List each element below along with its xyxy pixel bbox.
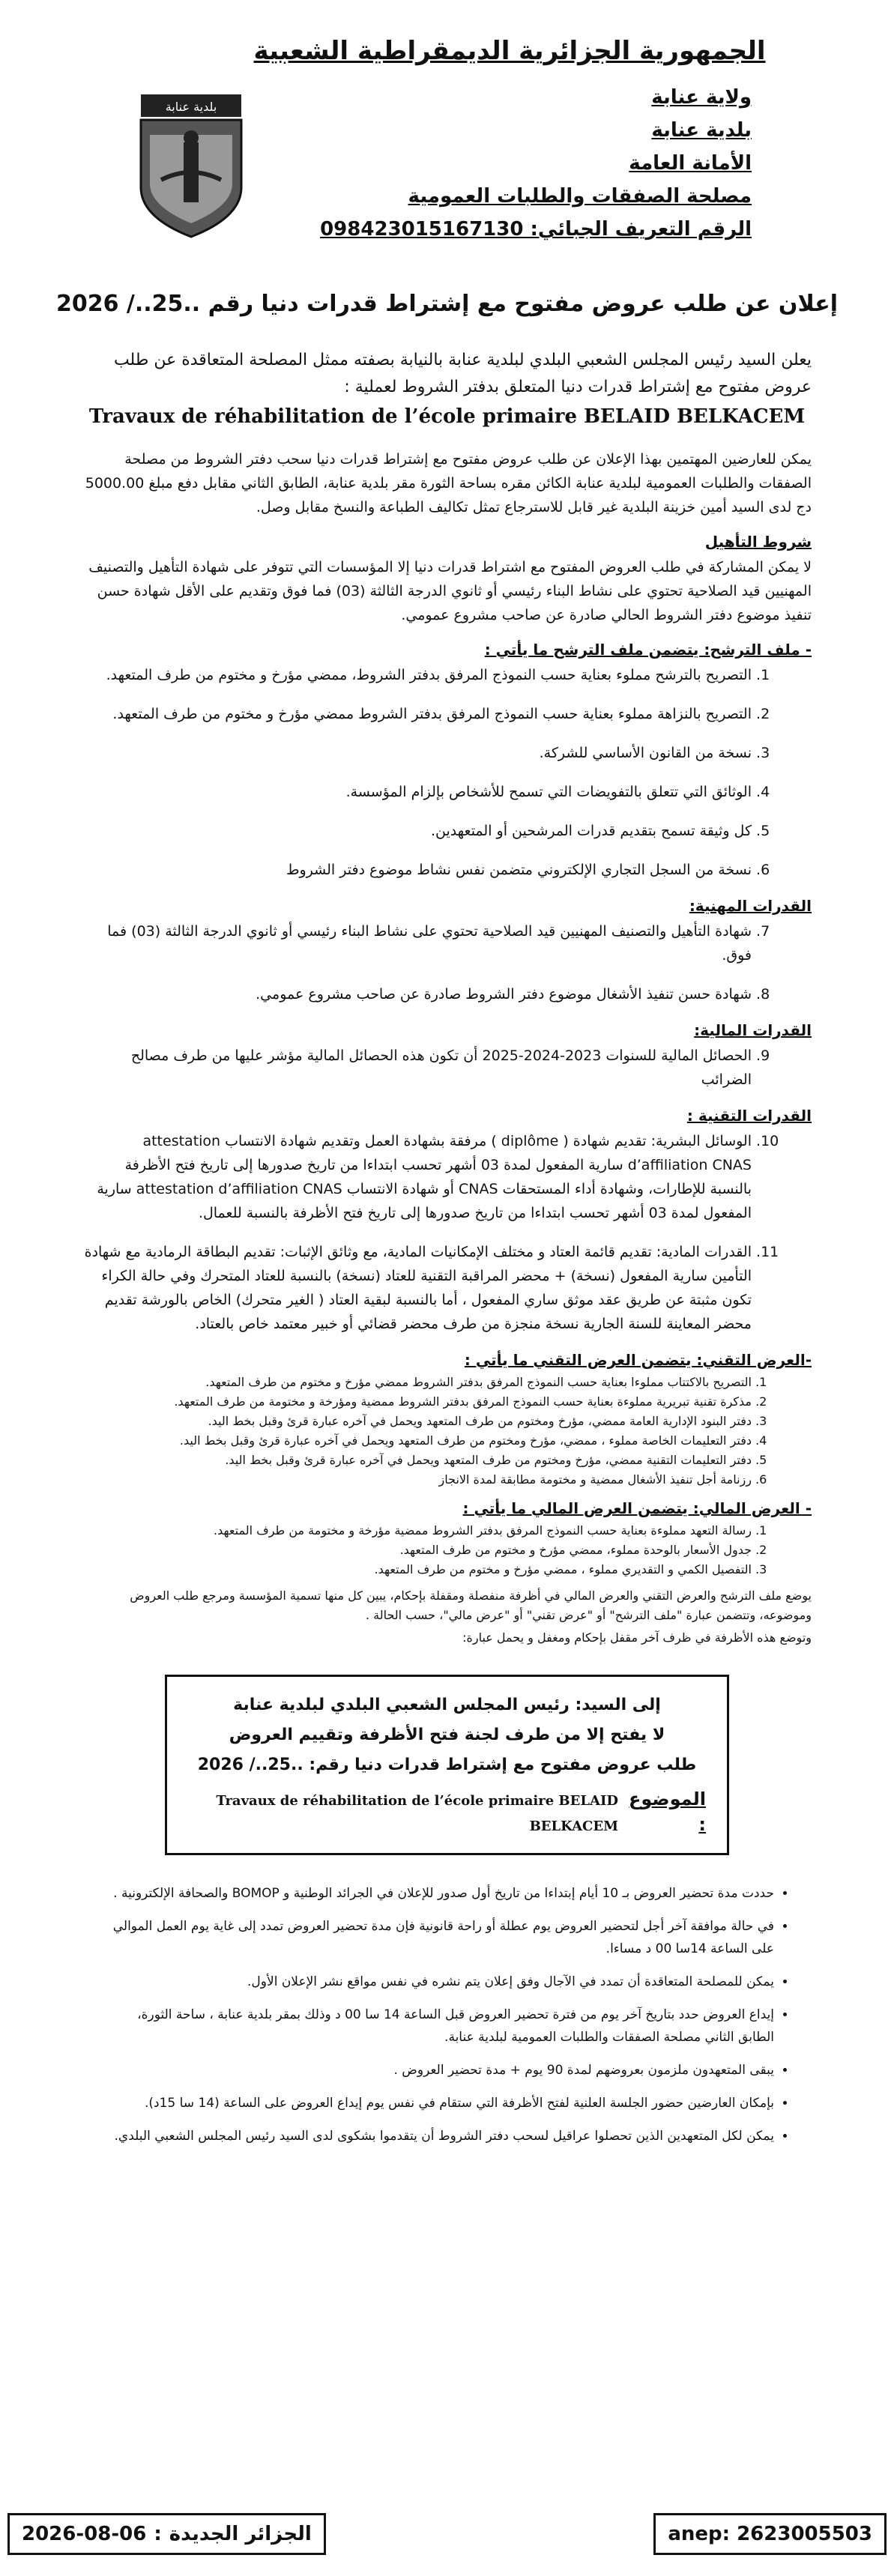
- list-item: 4. الوثائق التي تتعلق بالتفويضات التي تسمح للأشخاص بإلزام المؤسسة.: [82, 780, 752, 804]
- list-item: 3. دفتر البنود الإدارية العامة ممضي، مؤرخ ومختوم من طرف المتعهد ويحمل في آخره عبارة قرئ وقبل بخط اليد.: [82, 1412, 752, 1430]
- technical-offer-title: -العرض التقني: يتضمن العرض التقني ما يأتي :: [464, 1351, 812, 1369]
- envelope-paragraph: يوضع ملف الترشح والعرض التقني والعرض المالي في أظرفة منفصلة ومقفلة بإحكام، يبين كل منها تسمية المؤسسة ومرجع طلب العروض وموضوعه، وتتضمن عبارة "ملف الترشح" أو "عرض تقني" أو "عرض مالي"، حسب الحالة .: [130, 1588, 812, 1622]
- object-label: الموضوع :: [628, 1789, 706, 1835]
- list-item: 5. كل وثيقة تسمح بتقديم قدرات المرشحين أو المتعهدين.: [82, 819, 752, 843]
- financial-offer-list: [82, 1522, 782, 1579]
- intro-paragraph: يعلن السيد رئيس المجلس الشعبي البلدي لبلدية عنابة بالنيابة بصفته ممثل المصلحة المتعاقدة عن طلب عروض مفتوح مع إشتراط قدرات دنيا المتعلق بدفتر الشروط لعملية :: [113, 351, 812, 396]
- withdraw-paragraph: يمكن للعارضين المهتمين بهذا الإعلان عن طلب عروض مفتوح مع إشتراط قدرات دنيا سحب دفتر الشروط من مصلحة الصفقات والطلبات العمومية لبلدية عنابة الكائن مقره بساحة الثورة مقر بلدية عنابة، الطابق الثاني مقابل دفع مبلغ 5000.00 دج لدى السيد أمين خزينة البلدية غير قابل للاسترجاع تمثل تكاليف الطباعة والنسخ مقابل وصل.: [85, 451, 812, 515]
- list-item: • في حالة موافقة آخر أجل لتحضير العروض يوم عطلة أو راحة قانونية فإن مدة تحضير العروض تمدد إلى غاية يوم العمل الموالي على الساعة 14سا 00 د مساءا.: [97, 1915, 774, 1960]
- list-item: 1. التصريح بالاكتتاب مملوءا بعناية حسب النموذج المرفق بدفتر الشروط ممضي مؤرخ و مختوم من طرف المتعهد.: [82, 1373, 752, 1391]
- tax-id: الرقم التعريف الجبائي: 098423015167130: [320, 218, 752, 241]
- list-item: • يمكن للمصلحة المتعاقدة أن تمدد في الآجال وفق إعلان يتم نشره في نفس مواقع نشر الإعلان الأول.: [97, 1971, 774, 1993]
- financial-capacity-list: [82, 1044, 782, 1092]
- box-line-3: طلب عروض مفتوح مع إشتراط قدرات دنيا رقم: ..25../ 2026: [197, 1756, 697, 1774]
- list-item: • إيداع العروض حدد بتاريخ آخر يوم من فترة تحضير العروض قبل الساعة 14 سا 00 د وذلك بمقر بلدية عنابة ، ساحة الثورة، الطابق الثاني مصلحة الصفقات والطلبات العمومية لبلدية عنابة.: [97, 2004, 774, 2049]
- technical-offer-list: [82, 1373, 782, 1489]
- list-item: 9. الحصائل المالية للسنوات 2023-2024-2025 أن تكون هذه الحصائل المالية مؤشر عليها من طرف مصالح الضرائب: [82, 1044, 752, 1092]
- object-text: Travaux de réhabilitation de l’école primaire BELAID BELKACEM: [216, 1793, 619, 1834]
- secretariat: الأمانة العامة: [629, 152, 752, 175]
- anep-box: [653, 2513, 887, 2555]
- project-title-fr: Travaux de réhabilitation de l’école primaire BELAID BELKACEM: [88, 405, 806, 428]
- commune-emblem-icon: [135, 90, 247, 240]
- footer: [7, 2513, 887, 2555]
- list-item: 8. شهادة حسن تنفيذ الأشغال موضوع دفتر الشروط صادرة عن صاحب مشروع عمومي.: [82, 982, 752, 1006]
- service: مصلحة الصفقات والطلبات العمومية: [408, 185, 752, 208]
- qualification-title: شروط التأهيل: [704, 533, 812, 551]
- professional-capacity-title: القدرات المهنية:: [689, 897, 812, 915]
- list-item: • يمكن لكل المتعهدين الذين تحصلوا عراقيل لسحب دفتر الشروط أن يتقدموا بشكوى لدى السيد رئيس المجلس الشعبي البلدي.: [97, 2125, 774, 2147]
- list-item: 1. التصريح بالترشح مملوء بعناية حسب النموذج المرفق بدفتر الشروط، ممضي مؤرخ و مختوم من طرف المتعهد.: [82, 663, 752, 687]
- list-item: 5. دفتر التعليمات التقنية ممضي، مؤرخ ومختوم من طرف المتعهد ويحمل في آخره عبارة قرئ وقبل بخط اليد.: [82, 1451, 752, 1469]
- list-item: 2. مذكرة تقنية تبريرية مملوءة بعناية حسب النموذج المرفق بدفتر الشروط ممضية ومؤرخة و مختومة من طرف المتعهد.: [82, 1393, 752, 1411]
- technical-capacity-title: القدرات التقنية :: [686, 1107, 812, 1125]
- envelope-paragraph-2: وتوضع هذه الأظرفة في ظرف آخر مقفل بإحكام ومغفل و يحمل عبارة:: [462, 1630, 812, 1645]
- list-item: • بإمكان العارضين حضور الجلسة العلنية لفتح الأظرفة التي ستقام في نفس يوم إيداع العروض على الساعة (14 سا 15د).: [97, 2092, 774, 2114]
- list-item: 2. التصريح بالنزاهة مملوء بعناية حسب النموذج المرفق بدفتر الشروط ممضي مؤرخ و مختوم من طرف المتعهد.: [82, 702, 752, 726]
- newspaper-name: الجزائر الجديدة: [169, 2523, 312, 2545]
- list-item: 2. جدول الأسعار بالوحدة مملوء، ممضي مؤرخ و مختوم من طرف المتعهد.: [82, 1541, 752, 1559]
- newspaper-box: 2026-08-06 : الجزائر الجديدة: [7, 2513, 326, 2555]
- list-item: 11. القدرات المادية: تقديم قائمة العتاد و مختلف الإمكانيات المادية، مع وثائق الإثبات: تقديم البطاقة الرمادية مع شهادة التأمين سارية المفعول (نسخة) + محضر المراقبة التقنية للعتاد (نسخة) بالنسبة للعتاد المتحرك وفي حالة الكراء تكون مثبتة عن طريق عقد موثق ساري المفعول ، أما بالنسبة لبقية العتاد ( الغير متحرك) الخاص بالورشة تقديم محضر المعاينة للسنة الجارية نسخة منجزة من طرف محضر قضائي أو خبير معتمد خاص بالعتاد.: [82, 1240, 752, 1336]
- candidacy-file-title: - ملف الترشح: يتضمن ملف الترشح ما يأتي :: [484, 641, 812, 659]
- admin-lines: [272, 81, 752, 246]
- list-item: 3. التفصيل الكمي و التقديري مملوء ، ممضي مؤرخ و مختوم من طرف المتعهد.: [82, 1561, 752, 1579]
- qualification-paragraph: لا يمكن المشاركة في طلب العروض المفتوح مع اشتراط قدرات دنيا إلا المؤسسات التي تتوفر على شهادة التأهيل والتصنيف المهنيين قيد الصلاحية تحتوي على نشاط البناء رئيسي أو ثانوي الدرجة الثالثة (03) فما فوق وتقديم على الأقل شهادة حسن تنفيذ موضوع دفتر الشروط الحالي صادرة عن صاحب مشروع عمومي.: [88, 559, 812, 623]
- wilaya: ولاية عنابة: [651, 86, 752, 109]
- technical-capacity-list: [82, 1129, 782, 1336]
- financial-capacity-title: القدرات المالية:: [694, 1021, 812, 1039]
- anep-number: anep: 2623005503: [668, 2523, 872, 2545]
- box-object: [188, 1786, 706, 1839]
- publication-date: 2026-08-06: [22, 2523, 147, 2545]
- conditions-list: [97, 1882, 797, 2147]
- list-item: 7. شهادة التأهيل والتصنيف المهنيين قيد الصلاحية تحتوي على نشاط البناء رئيسي أو ثانوي الدرجة الثالثة (03) فما فوق.: [82, 919, 752, 967]
- professional-capacity-list: [82, 919, 782, 1006]
- list-item: 3. نسخة من القانون الأساسي للشركة.: [82, 741, 752, 765]
- list-item: 10. الوسائل البشرية: تقديم شهادة ( diplôme ) مرفقة بشهادة العمل وتقديم شهادة الانتساب attestation d’affiliation CNAS سارية المفعول لمدة 03 أشهر تحسب ابتداءا من تاريخ صدورها إلى تاريخ فتح الأظرفة بالنسبة للإطارات، وشهادة أداء المستحقات CNAS أو شهادة الانتساب attestation d’affiliation CNAS سارية المفعول لمدة 03 أشهر تحسب ابتداءا من تاريخ صدورها إلى تاريخ فتح الأظرفة بالنسبة للعمال.: [82, 1129, 752, 1225]
- emblem-text: بلدية عنابة: [165, 100, 217, 114]
- list-item: 1. رسالة التعهد مملوءة بعناية حسب النموذج المرفق بدفتر الشروط ممضية مؤرخة و مختومة من طرف المتعهد.: [82, 1522, 752, 1540]
- list-item: 6. رزنامة أجل تنفيذ الأشغال ممضية و مختومة مطابقة لمدة الانجاز: [82, 1471, 752, 1489]
- box-line-2: لا يفتح إلا من طرف لجنة فتح الأظرفة وتقييم العروض: [229, 1726, 665, 1744]
- announcement-title: إعلان عن طلب عروض مفتوح مع إشتراط قدرات دنيا رقم ..25../ 2026: [55, 291, 839, 317]
- list-item: • يبقى المتعهدون ملزمون بعروضهم لمدة 90 يوم + مدة تحضير العروض .: [97, 2059, 774, 2081]
- commune: بلدية عنابة: [651, 119, 752, 142]
- box-line-1: إلى السيد: رئيس المجلس الشعبي البلدي لبلدية عنابة: [233, 1696, 661, 1714]
- republic-title: الجمهورية الجزائرية الديمقراطية الشعبية: [253, 36, 766, 66]
- candidacy-file-list: [82, 663, 782, 882]
- envelope-label-box: [165, 1675, 729, 1855]
- list-item: 4. دفتر التعليمات الخاصة مملوء ، ممضي، مؤرخ ومختوم من طرف المتعهد ويحمل في آخره عبارة قرئ وقبل بخط اليد.: [82, 1432, 752, 1450]
- list-item: 6. نسخة من السجل التجاري الإلكتروني متضمن نفس نشاط موضوع دفتر الشروط: [82, 858, 752, 882]
- financial-offer-title: - العرض المالي: يتضمن العرض المالي ما يأتي :: [462, 1499, 812, 1517]
- list-item: • حددت مدة تحضير العروض بـ 10 أيام إبتداءا من تاريخ أول صدور للإعلان في الجرائد الوطنية و BOMOP والصحافة الإلكترونية .: [97, 1882, 774, 1905]
- header: [52, 0, 842, 285]
